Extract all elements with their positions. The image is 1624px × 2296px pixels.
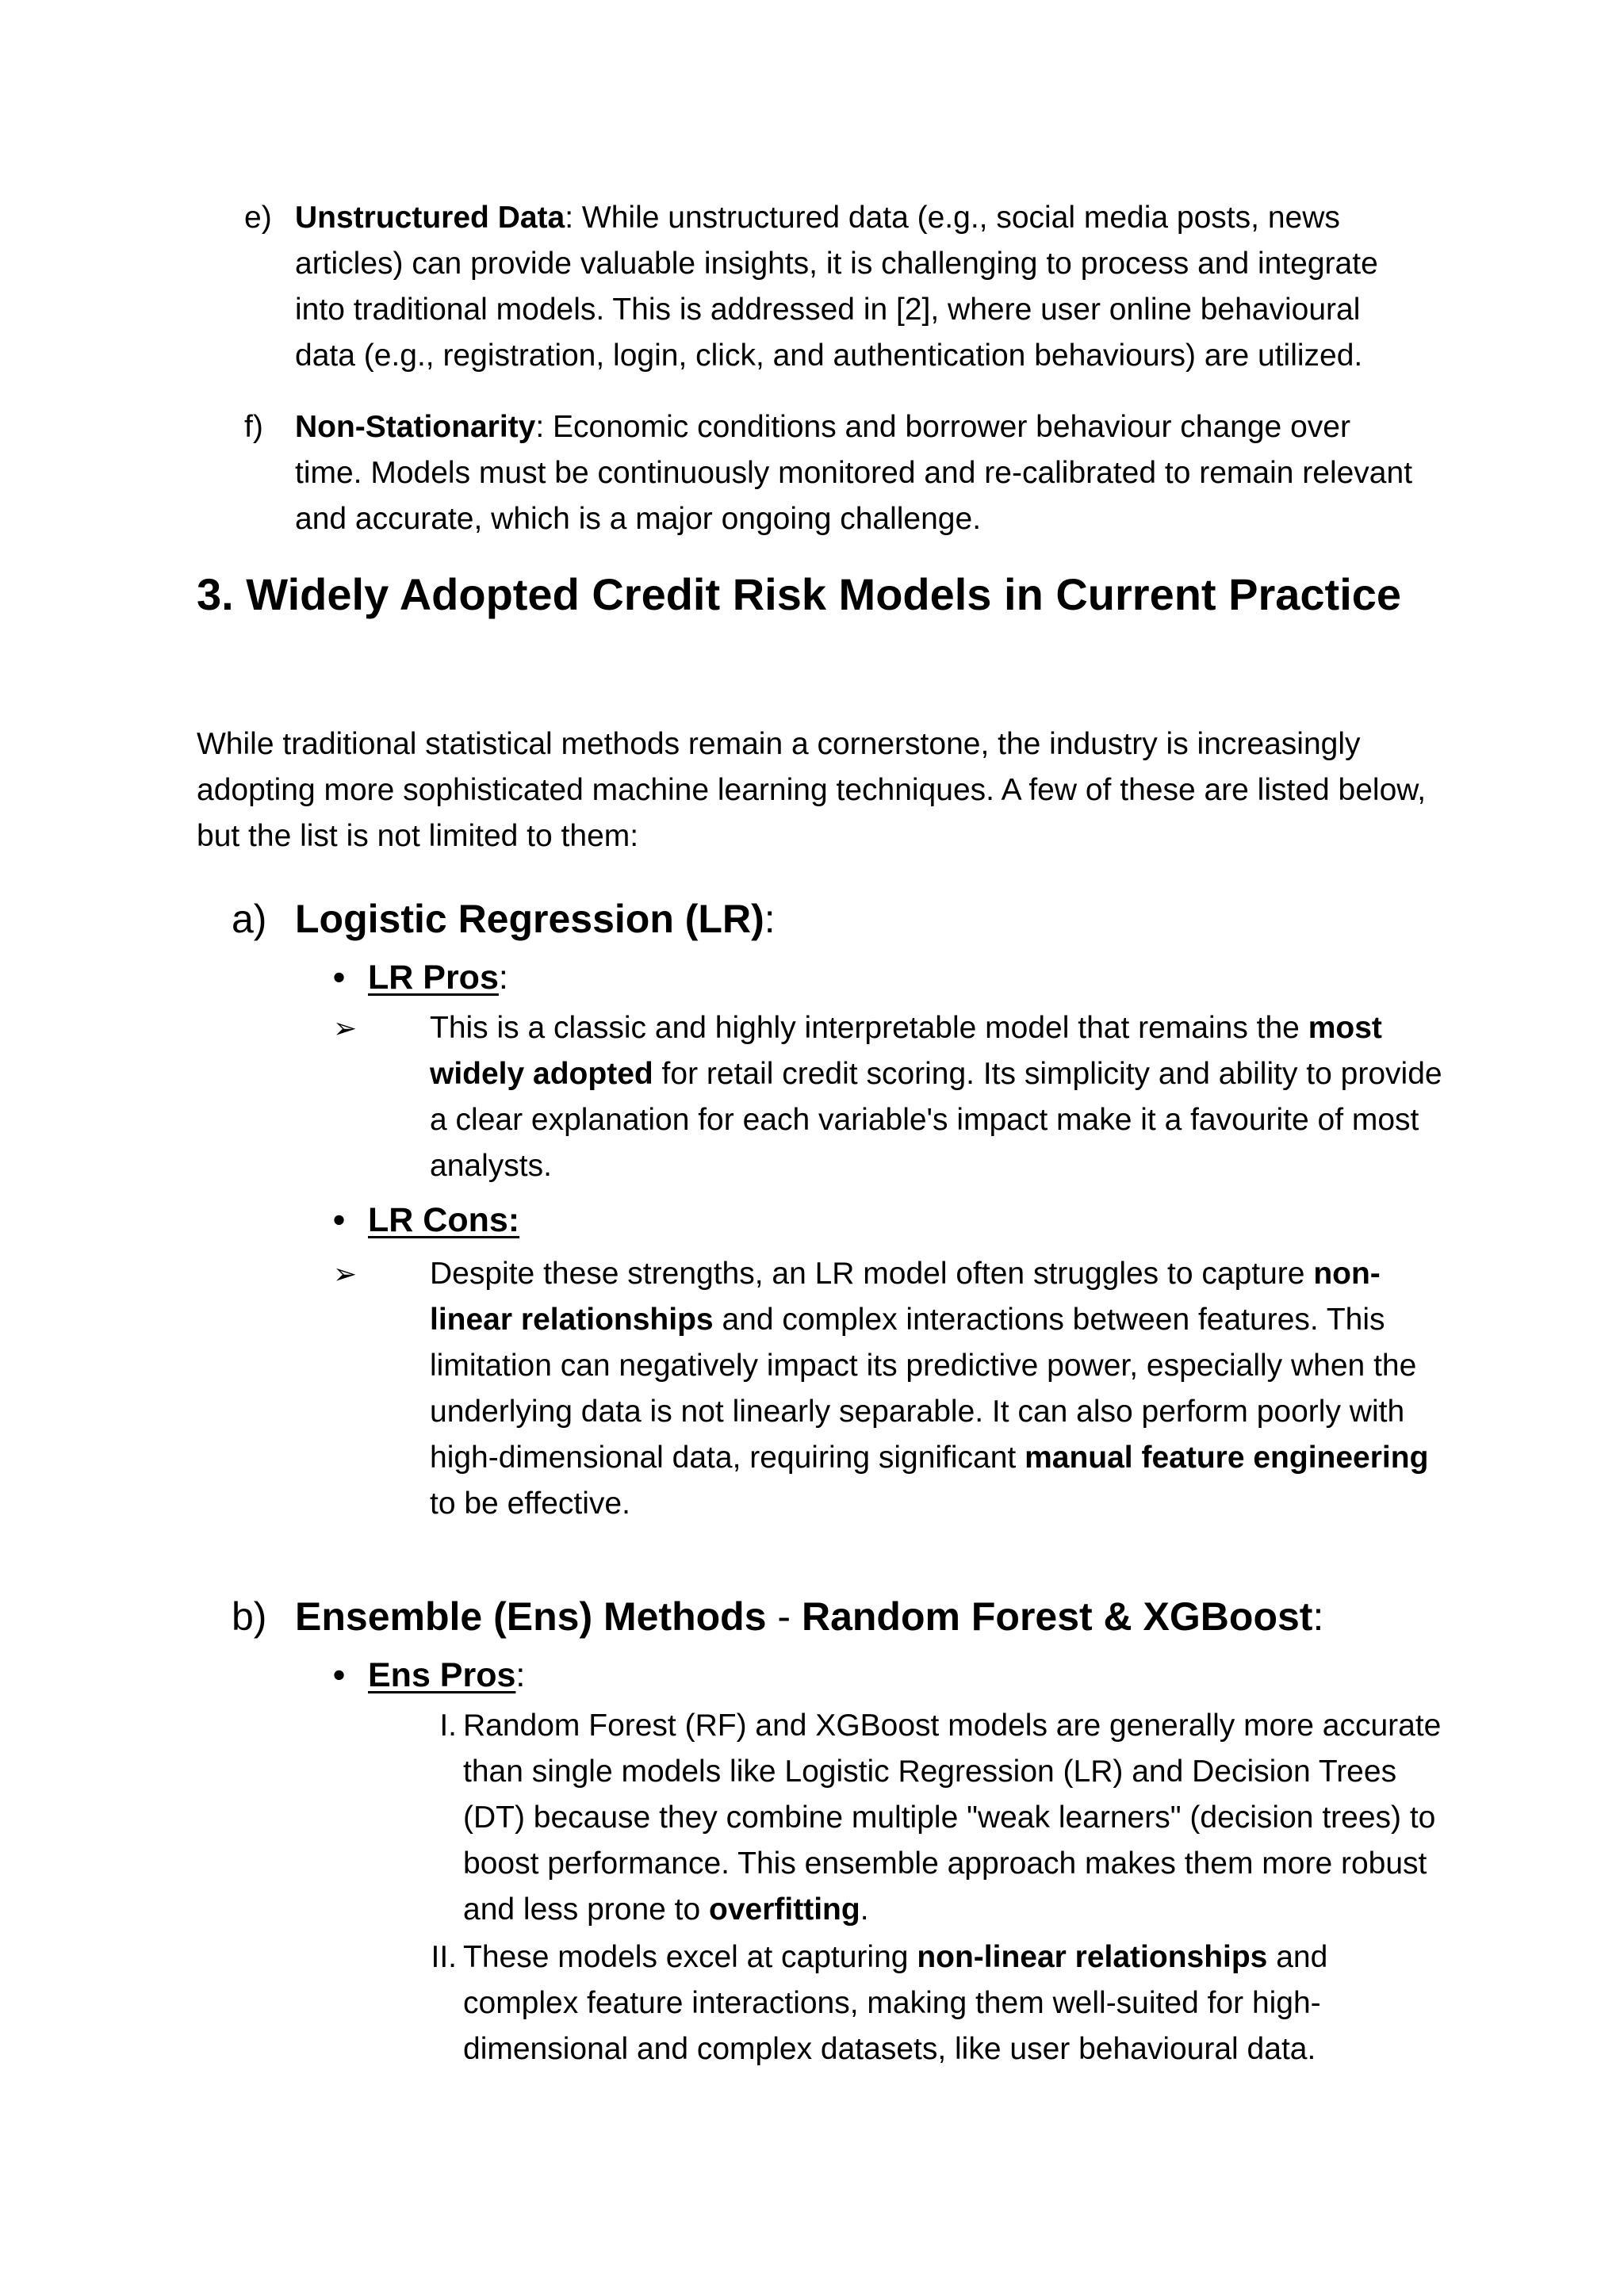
- list-item-text: [295, 195, 1418, 379]
- text-run: Random Forest (RF) and XGBoost models are generally more accurate than single models like Logistic Regression (LR) and Decision Trees (DT) because they combine multiple "weak learners" (decision trees) to boost performance. This ensemble approach makes them more robust and less prone to: [463, 1709, 1442, 1927]
- subheading-ensemble-methods: [232, 1589, 1469, 1644]
- list-item-unstructured-data: [244, 195, 1418, 379]
- bold-run: manual feature engineering: [1025, 1441, 1429, 1475]
- list-item-bold-lead: Non-Stationarity: [295, 410, 536, 444]
- subheading-title: Logistic Regression (LR): [295, 897, 764, 941]
- list-item-body: : Economic conditions and borrower behaviour change over time. Models must be continuously monitored and re-calibrated to remain relevant and accurate, which is a major ongoing challenge.: [295, 410, 1413, 536]
- arrow-bullet-icon: ➢: [333, 1012, 358, 1044]
- list-marker: f): [244, 410, 263, 444]
- text-run: Despite these strengths, an LR model often struggles to capture: [430, 1257, 1314, 1291]
- list-item-body: : While unstructured data (e.g., social media posts, news articles) can provide valuable insights, it is challenging to process and integrate into traditional models. This is addressed in [2], where user online behavioural data (e.g., registration, login, click, and authentication behaviours) are utilized.: [295, 201, 1378, 373]
- bold-run: most widely adopted: [430, 1011, 1382, 1091]
- roman-marker: II.: [431, 1940, 457, 1974]
- text-run: This is a classic and highly interpretable model that remains the: [430, 1011, 1308, 1045]
- ens-pros-item-text: [463, 1934, 1443, 2072]
- bullet-icon: •: [333, 959, 346, 997]
- lr-pros-text: [430, 1005, 1443, 1189]
- text-run: for retail credit scoring. Its simplicity and ability to provide a clear explanation for each variable's impact make it a favourite of most analysts.: [430, 1057, 1442, 1183]
- subheading-title-part2: Random Forest & XGBoost: [801, 1594, 1313, 1639]
- subheading-suffix: :: [1312, 1594, 1324, 1639]
- lr-pros-label-text: LR Pros: [368, 959, 499, 997]
- ens-pros-item-2: [412, 1934, 1443, 2072]
- ens-pros-label-text: Ens Pros: [368, 1656, 516, 1694]
- ens-pros-label: [333, 1652, 525, 1698]
- section-intro-paragraph: While traditional statistical methods remain a cornerstone, the industry is increasingly adopting more sophisticated machine learning techniques. A few of these are listed below, but the list is not limited to them:: [197, 727, 1427, 853]
- text-run: and complex interactions between features. This limitation can negatively impact its predictive power, especially when the underlying data is not linearly separable. It can also perform poorly with high-dimensional data, requiring significant: [430, 1303, 1417, 1475]
- text-run: and complex feature interactions, making them well-suited for high-dimensional and complex datasets, like user behavioural data.: [463, 1940, 1328, 2066]
- bold-run: overfitting: [709, 1892, 860, 1927]
- roman-marker: I.: [439, 1709, 457, 1743]
- lr-pros-item: [333, 1005, 1443, 1189]
- list-item-bold-lead: Unstructured Data: [295, 201, 565, 235]
- list-marker: e): [244, 201, 272, 235]
- list-item-text: [295, 404, 1418, 542]
- bold-run: non-linear relationships: [917, 1940, 1268, 1974]
- bullet-icon: •: [333, 1656, 346, 1694]
- lr-cons-label: [333, 1197, 519, 1243]
- list-item-non-stationarity: [244, 404, 1418, 542]
- lr-cons-text: [430, 1251, 1443, 1527]
- text-run: .: [860, 1892, 869, 1927]
- arrow-bullet-icon: ➢: [333, 1257, 358, 1290]
- label-colon: :: [515, 1656, 526, 1694]
- ens-pros-item-1: [412, 1703, 1443, 1933]
- text-run: to be effective.: [430, 1487, 630, 1521]
- subheading-separator: -: [766, 1594, 802, 1639]
- lr-pros-label: [333, 955, 508, 1001]
- lr-cons-item: [333, 1251, 1443, 1527]
- bold-run: non-linear relationships: [430, 1257, 1381, 1337]
- subheading-title-part1: Ensemble (Ens) Methods: [295, 1594, 767, 1639]
- subheading-suffix: :: [764, 897, 776, 941]
- text-run: These models excel at capturing: [463, 1940, 917, 1974]
- subheading-marker: b): [232, 1594, 267, 1639]
- section-heading: 3. Widely Adopted Credit Risk Models in Current Practice: [197, 569, 1402, 619]
- subheading-marker: a): [232, 897, 267, 941]
- bullet-icon: •: [333, 1201, 346, 1239]
- lr-cons-label-text: LR Cons:: [368, 1201, 520, 1239]
- ens-pros-item-text: [463, 1703, 1443, 1933]
- subheading-logistic-regression: [232, 891, 1469, 947]
- label-colon: :: [498, 959, 508, 997]
